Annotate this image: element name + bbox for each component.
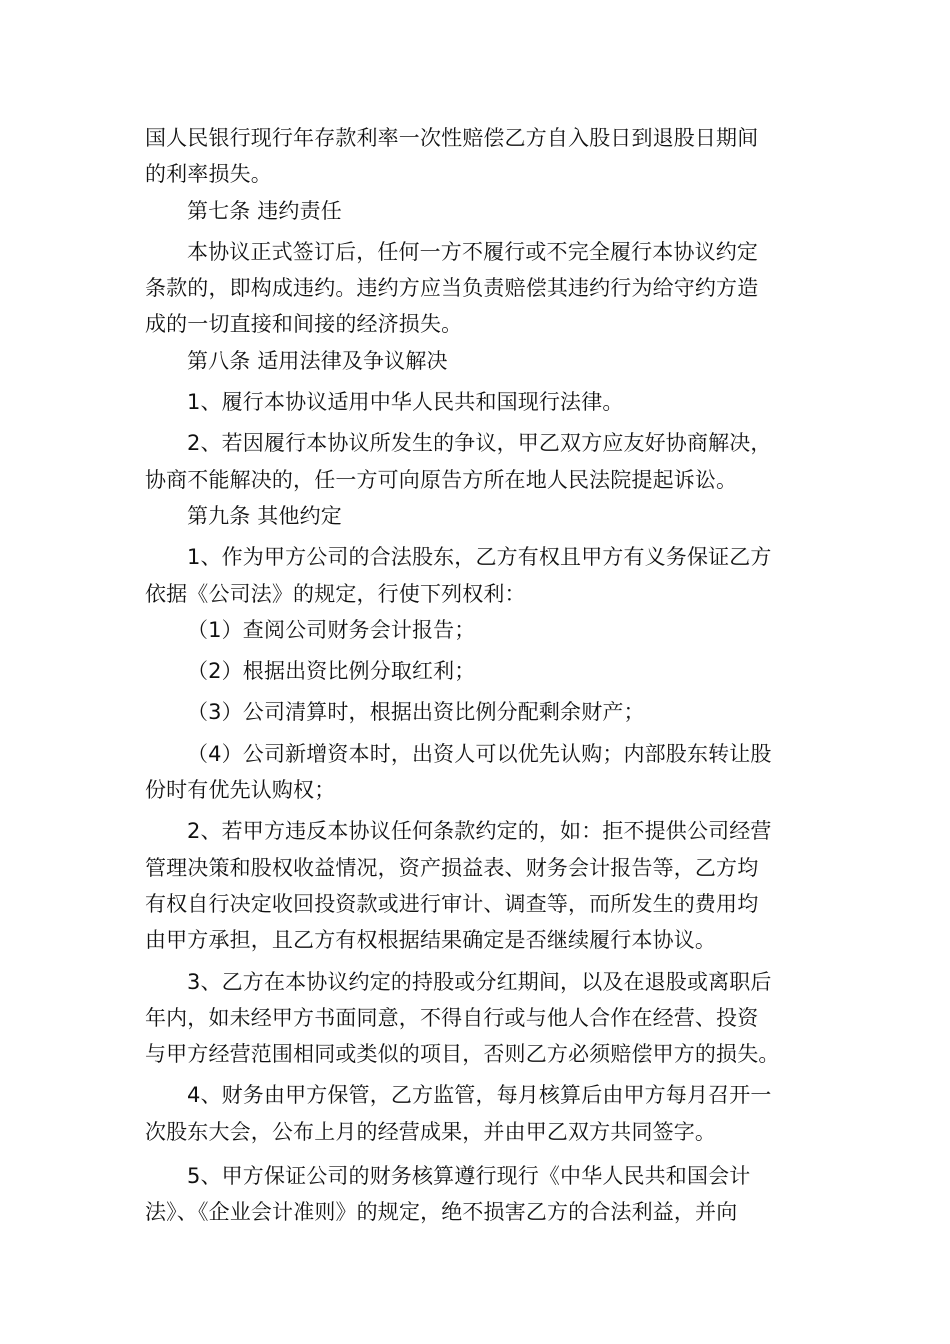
body-line: 与甲方经营范围相同或类似的项目，否则乙方必须赔偿甲方的损失。: [145, 1042, 780, 1067]
article-7-heading: 第七条 违约责任: [187, 198, 342, 223]
article-8-heading: 第八条 适用法律及争议解决: [187, 348, 448, 373]
body-line: 2、若因履行本协议所发生的争议，甲乙双方应友好协商解决，: [187, 431, 772, 456]
body-line: 次股东大会，公布上月的经营成果，并由甲乙双方共同签字。: [145, 1119, 717, 1144]
body-line: 的利率损失。: [145, 162, 272, 187]
body-line: 1、作为甲方公司的合法股东，乙方有权且甲方有义务保证乙方: [187, 545, 772, 570]
list-item: （2）根据出资比例分取红利；: [187, 659, 476, 684]
list-item: （1）查阅公司财务会计报告；: [187, 617, 476, 642]
body-line: 5、甲方保证公司的财务核算遵行现行《中华人民共和国会计: [187, 1164, 751, 1189]
body-line: 本协议正式签订后，任何一方不履行或不完全履行本协议约定: [187, 239, 759, 264]
body-line: 协商不能解决的，任一方可向原告方所在地人民法院提起诉讼。: [145, 467, 738, 492]
body-line: 1、履行本协议适用中华人民共和国现行法律。: [187, 390, 624, 415]
body-line: 3、乙方在本协议约定的持股或分红期间，以及在退股或离职后: [187, 969, 772, 994]
list-item: （4）公司新增资本时，出资人可以优先认购；内部股东转让股: [187, 741, 772, 766]
body-line: 国人民银行现行年存款利率一次性赔偿乙方自入股日到退股日期间: [145, 126, 759, 150]
body-line: 法》、《企业会计准则》的规定，绝不损害乙方的合法利益，并向: [145, 1200, 738, 1225]
body-line: 由甲方承担，且乙方有权根据结果确定是否继续履行本协议。: [145, 928, 717, 953]
body-line: 管理决策和股权收益情况，资产损益表、财务会计报告等，乙方均: [145, 855, 759, 880]
article-9-heading: 第九条 其他约定: [187, 503, 342, 528]
body-line: 成的一切直接和间接的经济损失。: [145, 312, 463, 337]
body-line: 有权自行决定收回投资款或进行审计、调查等，而所发生的费用均: [145, 891, 759, 916]
body-line: 份时有优先认购权；: [145, 778, 336, 803]
document-body: [145, 120, 805, 1231]
body-line: 2、若甲方违反本协议任何条款约定的，如：拒不提供公司经营: [187, 819, 772, 844]
body-line: 条款的，即构成违约。违约方应当负责赔偿其违约行为给守约方造: [145, 276, 759, 301]
body-line: 年内，如未经甲方书面同意，不得自行或与他人合作在经营、投资: [145, 1005, 759, 1030]
list-item: （3）公司清算时，根据出资比例分配剩余财产；: [187, 700, 645, 725]
body-line: 4、财务由甲方保管，乙方监管，每月核算后由甲方每月召开一: [187, 1083, 772, 1108]
body-line: 依据《公司法》的规定，行使下列权利：: [145, 581, 526, 606]
